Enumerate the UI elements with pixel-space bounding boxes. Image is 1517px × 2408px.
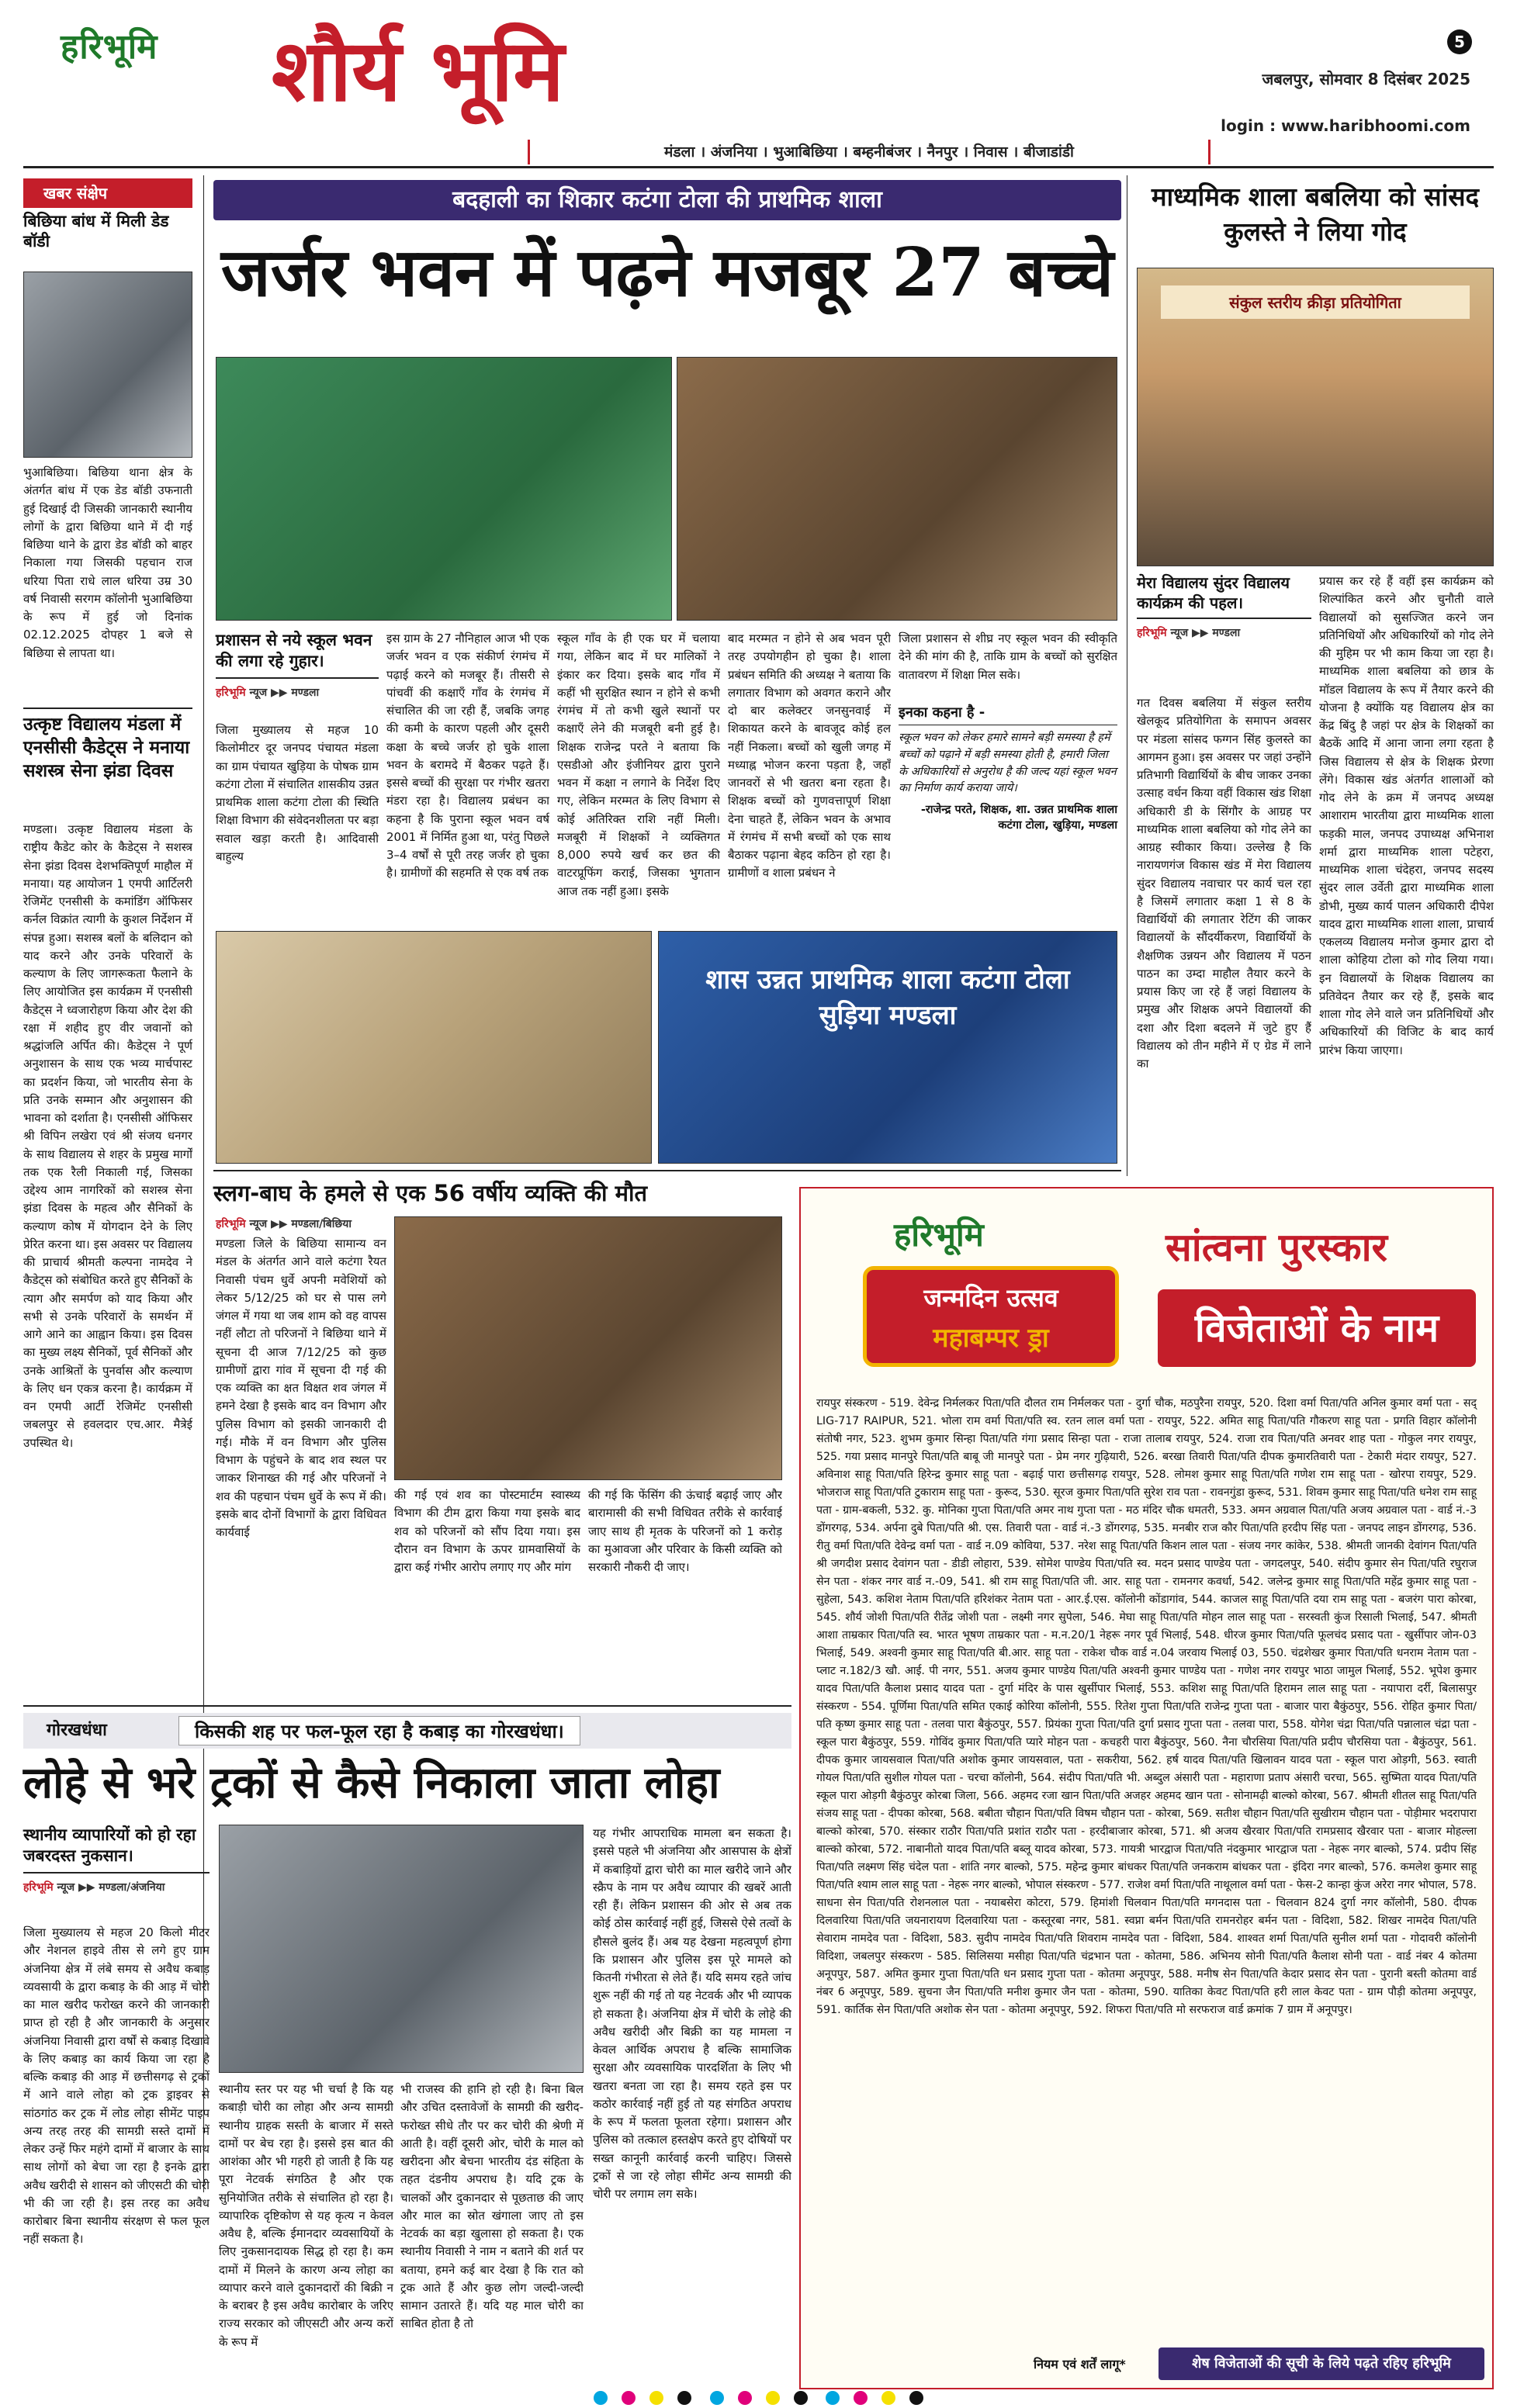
dead-body-photo xyxy=(23,272,192,458)
adopt-col-1: गत दिवस बबलिया में संकुल स्तरीय खेलकूद प्रतियोगिता के समापन अवसर पर मंडला सांसद फग्गन सिंह कुलस्ते का आगमन हुआ। इस अवसर पर जहां उन्होंने प्रतिभागी विद्यार्थियों के बीच जाकर उनका उत्साह वर्धन किया वहीं विकास खंड शिक्षा अधिकारी डी के सिंगौर के आग्रह पर माध्यमिक शाला बबलिया को गोद लेने का आग्रह स्वीकार किया। उल्लेख है कि नारायणगंज विकास खंड में मेरा विद्यालय सुंदर विद्यालय नवाचार पर कार्य चल रहा है जिसमें लगातार कक्षा 1 से 8 के विद्यार्थियों की लगातार रेटिंग की जाकर विद्यालयों के सौंदर्यीकरण, विद्यार्थियों के शैक्षणिक उन्नयन और विद्यालय में पठन पाठन का उम्दा माहौल तैयार करने के प्रयास किए जा रहे हैं जहां विद्यालय के प्रमुख और शिक्षक अपने विद्यालयों की दशा और दिशा बदलने में जुटे हुए हैं विद्यालय को तीन महीने में ए ग्रेड में लाने का xyxy=(1137,696,1311,1071)
adopt-byline-brand: हरिभूमि xyxy=(1137,627,1167,639)
brief-tag-label: खबर संक्षेप xyxy=(43,184,108,202)
ncc-headline: उत्कृष्ट विद्यालय मंडला में एनसीसी कैडेट्स ने मनाया सशस्त्र सेना झंडा दिवस xyxy=(23,714,190,781)
website-login[interactable]: login : www.haribhoomi.com xyxy=(1221,116,1470,135)
main-col-5 xyxy=(899,630,1117,923)
main-sub xyxy=(216,630,379,700)
quote-by: -राजेन्द्र परते, शिक्षक, शा. उन्नत प्राथमिक शाला कटंगा टोला, खुड़िया, मण्डला xyxy=(920,804,1117,832)
dot-black xyxy=(794,2391,808,2405)
brief-headline: बिछिया बांध में मिली डेड बॉडी xyxy=(23,212,169,251)
tiger-col-3: की गई कि फेंसिंग की ऊंचाई बढ़ाई जाए और बारामासी की सभी विधिवत तरीके से कार्रवाई जाए साथ ही मृतक के परिजनों को 1 करोड़ का मुआवजा और परिवार के किसी व्यक्ति को सरकारी नौकरी दी जाए। xyxy=(588,1488,782,1574)
adopt-sub xyxy=(1137,573,1311,640)
main-col-2: इस ग्राम के 27 नौनिहाल आज भी एक जर्जर भवन व एक संकीर्ण रंगमंच में पढ़ाई करने को मजबूर हैं। तीसरी से पांचवीं की कक्षाएँ गाँव के रंगमंच में संचालित की जा रही हैं, जबकि जगह की कमी के कारण पहली और दूसरी कक्षा के बच्चे जर्जर हो चुके शाला भवन के बरामदे में बैठकर पढ़ते हैं। इससे बच्चों की सुरक्षा पर गंभीर खतरा मंडरा रहा है। विद्यालय प्रबंधन का कहना है कि पुराना स्कूल भवन वर्ष 2001 में निर्मित हुआ था, परंतु पिछले 3–4 वर्षों से पूरी तरह जर्जर हो चुका है। ग्रामीणों की सहमति से एक वर्ष तक xyxy=(386,631,549,881)
page-number: 5 xyxy=(1447,29,1472,54)
main-col-3: स्कूल गाँव के ही एक घर में चलाया गया, लेकिन बाद में घर मालिकों ने इंकार कर दिया। इसके बाद गाँव में कहीं भी सुरक्षित स्थान न होने से कभी रंगमंच में तो कभी खुले स्थानों पर कक्षाएँ लेने की मजबूरी बनी हुई है। शिक्षक राजेन्द्र परते ने बताया कि एसडीओ और इंजीनियर द्वारा पुराने भवन में कक्षा न लगाने के निर्देश दिए गए, लेकिन मरम्मत के लिए विभाग से कोई अतिरिक्त राशि नहीं मिली। मजबूरी में शिक्षकों ने व्यक्तिगत 8,000 रुपये खर्च कर छत की वाटरप्रूफिंग कराई, जिसका भुगतान आज तक नहीं हुआ। इसके xyxy=(557,631,720,898)
scrap-section-tag: गोरखधंधा xyxy=(47,1721,107,1740)
dot-black xyxy=(677,2391,691,2405)
ncc-body: मण्डला। उत्कृष्ट विद्यालय मंडला के राष्ट्रीय कैडेट कोर के कैडेट्स ने सशस्त्र सेना झंडा दिवस देशभक्तिपूर्ण माहौल में मनाया। यह आयोजन 1 एमपी आर्टिलरी रेजिमेंट एनसीसी के कमांडिंग ऑफिसर कर्नल विक्रांत त्यागी के कुशल निर्देशन में संपन्न हुआ। सशस्त्र बलों के बलिदान को याद करने और उनके परिवारों के कल्याण के लिए जागरूकता फैलाने के लिए आयोजित इस कार्यक्रम में एनसीसी कैडेट्स ने ध्वजारोहण किया और देश की रक्षा में शहीद हुए वीर जवानों को श्रद्धांजलि अर्पित की। कैडेट्स ने पूर्ण अनुशासन के साथ एक भव्य मार्चपास्ट का प्रदर्शन किया, जो भारतीय सेना के प्रति उनके सम्मान और अनुशासन की भावना को दर्शाता है। एनसीसी ऑफिसर श्री विपिन लखेरा एवं श्री संजय धनगर के साथ विद्यालय से शहर के प्रमुख मार्गों तक एक रैली निकाली गई, जिसका उद्देश्य आम नागरिकों को सशस्त्र सेना झंडा दिवस के महत्व और सैनिकों के कल्याण कोष में योगदान देने के लिए प्रेरित करना था। इस अवसर पर विद्यालय की प्राचार्य श्रीमती कल्पना नामदेव ने कैडेट्स को संबोधित करते हुए सैनिकों के त्याग और समर्पण को याद किया और सभी से उनके परिवारों के समर्थन में आगे आने का आह्वान किया। इस दिवस का मुख्य लक्ष्य सैनिकों, पूर्व सैनिकों और उनके आश्रितों के पुनर्वास और कल्याण के लिए धन एकत्र करना है। कार्यक्रम में वन एमपी आर्टी रेजिमेंट एनसीसी जबलपुर से हवलदार एच.आर. मैत्रेई उपस्थित थे। xyxy=(23,822,192,1450)
dot-magenta xyxy=(622,2391,636,2405)
brief-rule xyxy=(23,708,192,709)
school-sign-photo xyxy=(658,931,1117,1164)
masthead-rule xyxy=(23,166,1494,168)
main-col-1: जिला मुख्यालय से महज 10 किलोमीटर दूर जनपद पंचायत मंडला का ग्राम पंचायत खुड़िया के पोषक ग्राम कटंगा टोला में संचालित शासकीय उन्नत प्राथमिक शाला कटंगा टोला की स्थिति शिक्षा विभाग की संवेदनशीलता पर बड़ा सवाल खड़ा करती है। आदिवासी बाहुल्य xyxy=(216,723,379,863)
scrap-byline-rest: न्यूज ▶▶ मण्डला/अंजनिया xyxy=(57,1880,165,1894)
main-kicker: बदहाली का शिकार कटंगा टोला की प्राथमिक शाला xyxy=(452,186,882,213)
main-rule xyxy=(213,1170,1121,1171)
quote-text: स्कूल भवन को लेकर हमारे सामने बड़ी समस्या है हमें बच्चों को पढ़ाने में बड़ी समस्या होती है, हमारी जिला के अधिकारियों से अनुरोध है की जल्द यहां स्कूल भवन का निर्माण कार्य कराया जाये। xyxy=(899,732,1117,795)
tiger-headline: स्लग-बाघ के हमले से एक 56 वर्षीय व्यक्ति की मौत xyxy=(213,1180,648,1206)
dot-cyan xyxy=(710,2391,724,2405)
tiger-col-2: की गई एवं शव का पोस्टमार्टम स्वास्थ्य विभाग की टीम द्वारा किया गया इसके बाद शव को परिजनों को सौंप दिया गया। इस दौरान वन विभाग के ऊपर ग्रामवासियों के द्वारा कई गंभीर आरोप लगाए गए और मांग xyxy=(394,1488,580,1574)
scrap-section-bar xyxy=(23,1713,791,1749)
contest-ad xyxy=(799,1187,1494,2389)
scrap-col-2: स्थानीय स्तर पर यह भी चर्चा है कि यह कबाड़ी चोरी का लोहा और अन्य सामग्री स्थानीय ग्राहक सस्ती के बाजार में सस्ते दामों पर बेच रहा है। इससे इस बात की आशंका और भी गहरी हो जाती है कि यह पूरा नेटवर्क संगठित है और एक सुनियोजित तरीके से संचालित हो रहा है। व्यापारिक दृष्टिकोण से यह कृत्य न केवल अवैध है, बल्कि ईमानदार व्यवसायियों के लिए नुकसानदायक सिद्ध हो रहा है। कम दामों में मिलने के कारण अन्य लोहा का व्यापार करने वाले दुकानदारों की बिक्री न के बराबर है इस अवैध कारोबार के जरिए राज्य सरकार को जीएसटी और अन्य करों के रूप में xyxy=(219,2082,393,2349)
dot-magenta xyxy=(854,2391,868,2405)
adopt-col-2: प्रयास कर रहे हैं वहीं इस कार्यक्रम को शिल्पांकित करने और चुनौती वाले विद्यालयों को सुसज्जित करने जन प्रतिनिधियों और अधिकारियों को गोद लेने की मुहिम पर भी काम किया जा रहा है। माध्यमिक शाला बबलिया को छात्र के मॉडल विद्यालय के रूप में तैयार करने की योजना है क्योंकि यह विद्यालय क्षेत्र का केंद्र बिंदु है जहां पर क्षेत्र के शिक्षकों का बैठकें आदि में आना जाना लगा रहता है जिस विद्यालय से क्षेत्र के शिक्षक प्रेरणा लेंगे। विकास खंड अंतर्गत शालाओं को गोद लेने के क्रम में जनपद अध्यक्ष आशाराम भारतीया द्वारा माध्यमिक शाला फड़की माल, जनपद उपाध्यक्ष अभिनाश शर्मा द्वारा माध्यमिक शाला पटेहरा, माध्यमिक शाला चंदेहरा, जनपद सदस्य सुंदर लाल उर्वेती द्वारा माध्यमिक शाला डोभी, मुख्य कार्य पालन अधिकारी दीपेश यादव द्वारा माध्यमिक शाला शाला, प्राचार्य एकलव्य विद्यालय मनोज कुमार द्वारा दो शाला कोहिया टोला को गोद लिया गया। इन विद्यालयों के शिक्षक विद्यालय का प्रतिवेदन तैयार कर रहे हैं, इसके बाद शाला गोद लेने वाले जन प्रतिनिधियों और अधिकारियों की विजिट के बाद कार्य प्रारंभ किया जाएगा। xyxy=(1319,574,1494,1057)
mp-event-photo xyxy=(1137,268,1494,566)
tiger-scene-photo xyxy=(394,1216,782,1480)
main-sub-text: प्रशासन से नये स्कूल भवन की लगा रहे गुहार। xyxy=(216,630,379,679)
scrap-section-title: किसकी शह पर फल-फूल रहा है कबाड़ का गोरखधंधा। xyxy=(178,1716,580,1745)
ad-winners-list: रायपुर संस्करण - 519. देवेन्द्र निर्मलकर पिता/पति दौलत राम निर्मलकर पता - दुर्गा चौक, मठपुरैना रायपुर, 520. दिशा वर्मा पिता/पति अनिल कुमार वर्मा पता - सद् LIG-717 RAIPUR, 521. भोला राम वर्मा पिता/पति स्व. रतन लाल वर्मा पता - रायपुर, 522. अमित साहू पिता/पति गौकरण साहू पता - प्रगति विहार कॉलोनी संतोषी नगर, 523. शुभम कुमार सिन्हा पिता/पति गंगा प्रसाद सिन्हा पता - राजा तालाब रायपुर, 524. राजा राव पिता/पति अनवर शाह पता - गोकुल नगर रायपुर, 525. गया प्रसाद मानपुरे पिता/पति बाबू जी मानपुरे पता - प्रेम नगर गुढ़ियारी, 526. बरखा तिवारी पिता/पति दीपक कुमारतिवारी पता - टेकारी मंदार रायपुर, 527. अविनाश साहू पिता/पति हिरेन्द्र कुमार साहू पता - बढ़ाई पारा छत्तीसगढ़ रायपुर, 528. लोमश कुमार साहू पिता/पति गणेश राम साहू पता - खोरपा रायपुर, 529. भोजराज साहू पिता/पति टुकाराम साहू पता - कुरूद, 530. सूरज कुमार पिता/पति सुरेश राव पता - रावनगुंडा कुरूद, 531. शिवम कुमार साहू पिता/पति धनेश राम साहू पता - ग्राम-बकली, 532. कु. मोनिका गुप्ता पिता/पति अमर नाथ गुप्ता पता - मठ मंदिर चौक धमतरी, 533. अमन अग्रवाल पिता/पति अजय अग्रवाल पता - वार्ड नं.-3 डोंगरगढ़, 534. अर्पना दुबे पिता/पति श्री. एस. तिवारी पता - वार्ड नं.-3 डोंगरगढ़, 535. मनबीर राज कौर पिता/पति हरदीप सिंह पता - जनपद लाइन डोंगरगढ़, 536. रीतु वर्मा पिता/पति देवेन्द्र वर्मा पता - वार्ड न.09 कोविया, 537. नरेश साहू पिता/पति किशन लाल पता - संजय नगर कांकेर, 538. श्रीमती जानकी देवांगन पिता/पति श्री जगदीश प्रसाद देवांगन पता - डीडी लोहारा, 539. सोमेश पाण्डेय पिता/पति स्व. मदन प्रसाद पाण्डेय पता - जगदलपुर, 540. संदीप कुमार सेन पिता/पति रघुराज सेन पता - शंकर नगर वार्ड न.-09, 541. श्री राम साहू पिता/पति जी. आर. साहू पता - रामनगर कवर्धा, 542. जलेन्द्र कुमार साहू पिता/पति महेंद्र कुमार साहू पता - सुहेला, 543. कशिश नेताम पिता/पति हरिशंकर नेताम पता - आर.ई.एस. कॉलोनी कोंडागांव, 544. काजल साहू पिता/पति दया राम साहू पता - बजरंग पारा कोरबा, 545. शौर्य जोशी पिता/पति रीतेंद्र जोशी पता - लक्ष्मी नगर सुपेला, 546. मेघा साहू पिता/पति मोहन लाल साहू पता - सरस्वती कुंज रिसाली भिलाई, 547. श्रीमती आशा ताम्रकार पिता/पति स्व. भारत भूषण ताम्रकार पता - म.न.20/1 नेहरू नगर पूर्व भिलाई, 548. धीरज कुमार पिता/पति फूलचंद प्रसाद पता - खुर्सीपार जोन-03 भिलाई, 549. अश्वनी कुमार साहू पिता/पति बी.आर. साहू पता - राकेश चौक वार्ड न.04 जरवाय भिलाई 03, 550. चंद्रशेखर कुमार पिता/पति धनराम नेताम पता - प्लाट न.182/3 खौ. आई. पी नगर, 551. अजय कुमार पाण्डेय पिता/पति अश्वनी कुमार पाण्डेय पता - गणेश नगर रायपुर भाठा जामुल भिलाई, 552. भूपेश कुमार यादव पिता/पति कैलाश प्रसाद यादव पता - दुर्गा मंदिर के पास खुर्सीपार भिलाई, 553. कशिश साहू पिता/पति हिरामन लाल साहू पता - नयापारा दर्री, बिलासपुर संस्करण - 554. पूर्णिमा पिता/पति समित एकाई कोरिया कॉलोनी, 555. रितेश गुप्ता पिता/पति राजेन्द्र गुप्ता पता - बाजार पारा बैकुंठपुर, 556. रोहित कुमार पिता/पति कृष्ण कुमार साहू पता - तलवा पारा बैकुंठपुर, 557. प्रियंका गुप्ता पिता/पति दुर्गा प्रसाद गुप्ता पता - तलवा पारा, 558. योगेश चंद्रा पिता/पति पन्नालाल चंद्रा पता - स्कूल पारा बैकुंठपुर, 559. गोविंद कुमार पिता/पति प्यारे मोहन पता - कचहरी पारा बैकुंठपुर, 560. नैना चौरसिया पिता/पति प्रदीप चौरसिया पता - बैकुंठपुर, 561. दीपक कुमार जायसवाल पिता/पति अशोक कुमार जायसवाल, पता - सकरीया, 562. हर्ष यादव पिता/पति खिलावन यादव पता - स्कूल पारा ओड़गी, 563. स्वाती गोयल पिता/पति सुशील गोयल पता - चरचा कॉलोनी, 564. संदीप पिता/पति भी. अब्दुल अंसारी पता - महाराणा प्रताप अंसारी चरचा, 565. सुष्मिता यादव पिता/पति स्कूल पारा ओड़गी बैकुंठपुर कोरबा जिला, 566. अहमद रजा खान पिता/पति अजहर अहमद खान पता - सोनामढ़ी बाल्को कोरबा, 567. श्रीमती शीतल साहू पिता/पति संजय साहू पता - दीपका कोरबा, 568. बबीता चौहान पिता/पति विषम चौहान पता - कोरबा, 569. सतीश चौहान पिता/पति सुखीराम चौहान पता - पोड़ीमार भदरापारा बाल्को कोरबा, 570. संस्कार राठौर पिता/पति प्रशांत राठौर पता - हरदीबाजार कोरबा, 571. श्री अजय खैरवार पिता/पति रामप्रसाद खैरवार पता - बाजार मोहल्ला बाल्को कोरबा, 572. नाबानीतो यादव पिता/पति बब्लू यादव कोरबा, 573. गायत्री भारद्वाज पिता/पति नंदकुमार भारद्वाज पता - नेहरू नगर बाल्को, 574. प्रदीप सिंह पिता/पति लक्ष्मण सिंह चंदेल पता - शांति नगर बाल्को, 575. महेन्द्र कुमार बांधकर पिता/पति जनकराम बांधकर पता - इंदिरा नगर बाल्को, 576. कमलेश कुमार साहू पिता/पति श्याम लाल साहू पता - नेहरू नगर बाल्को, भोपाल संस्करण - 577. राजेश वर्मा पिता/पति नाथूलाल वर्मा पता - फेस-2 कान्हा कुंज अरेरा नगर भोपाल, 578. साधना सेन पिता/पति रोशनलाल पता - नयाबसेरा कोटरा, 579. हिमांशी चिलवान पिता/पति मगनदास पता - चिलवान 824 दुर्गा नगर कॉलोनी, 580. दीपक दिलवारिया पिता/पति जयनारायण दिलवारिया पता - कस्तूरबा नगर, 581. स्वप्ना बर्मन पिता/पति रामनरोहर बर्मन पता - विदिशा, 582. शिखर नामदेव पिता/पति सेवाराम नामदेव पता - विदिशा, 583. सुदीप नामदेव पिता/पति शिवराम नामदेव पता - विदिशा, 584. शाश्वत शर्मा पिता/पति सुनील शर्मा पता - गोदावरी कॉलोनी विदिशा, जबलपुर संस्करण - 585. सिलिसया मसीहा पिता/पति चंद्रभान पता - कोतमा, 586. अभिनय सोनी पिता/पति कैलाश सोनी पता - वार्ड नंबर 4 कोतमा अनूपपुर, 587. अमित कुमार गुप्ता पिता/पति धन प्रसाद गुप्ता पता - कोतमा अनूपपुर, 588. मनीष सेन पिता/पति केदार प्रसाद सेन पता - पुरानी बस्ती कोतमा वार्ड नंबर 6 अनूपपुर, 589. सुचना जैन पिता/पति मनीश कुमार जैन पता - कोतमा, 590. यातिका केवट पिता/पति हरी लाल केवट पता - ग्राम पौड़ी कोतमा अनूपपुर, 591. कार्तिक सेन पिता/पति अशोक सेन पता - कोतमा अनूपपुर, 592. शिफरा पिता/पति मो सरफराज वार्ड क्रमांक 7 ग्राम में अनूपपुर। xyxy=(816,1397,1477,2016)
tiger-byline xyxy=(216,1216,352,1231)
main-headline: जर्जर भवन में पढ़ने मजबूर 27 बच्चे xyxy=(220,234,1114,312)
scrap-byline xyxy=(23,1880,210,1894)
brief-body: भुआबिछिया। बिछिया थाना क्षेत्र के अंतर्गत बांध में एक डेड बॉडी उफनाती हुई दिखाई दी जिसकी जानकारी स्थानीय लोगों के द्वारा बिछिया थाने में दी गई बिछिया थाने के द्वारा डेड बॉडी को बाहर निकाला गया जिसकी पहचान राज धरिया पिता राधे लाल धरिया उम्र 30 वर्ष निवासी सरगम कॉलोनी भुआबिछिया के रूप में हुई जो दिनांक 02.12.2025 दोपहर 1 बजे से बिछिया से लापता था। xyxy=(23,465,192,660)
school-sign-text: शास उन्नत प्राथमिक शाला कटंगा टोला सुड़िया मण्डला xyxy=(705,964,1070,1031)
scrap-col-3: भी राजस्व की हानि हो रही है। बिना बिल और उचित दस्तावेजों के सामग्री की खरीद-फरोख्त सीधे तौर पर कर चोरी की श्रेणी में आती है। वहीं दूसरी ओर, चोरी के माल को खरीदना और बेचना भारतीय दंड संहिता के तहत दंडनीय अपराध है। यदि ट्रक के चालकों और दुकानदार से पूछताछ की जाए और माल का स्रोत खंगाला जाए तो इस नेटवर्क का बड़ा खुलासा हो सकता है। एक स्थानीय निवासी ने नाम न बताने की शर्त पर बताया, हमने कई बार देखा है कि रात को ट्रक आते हैं और कुछ लोग जल्दी-जल्दी सामान उतारते हैं। यदि यह माल चोरी का साबित होता है तो xyxy=(400,2082,584,2331)
adopt-sub-text: मेरा विद्यालय सुंदर विद्यालय कार्यक्रम की पहल। xyxy=(1137,573,1311,619)
dot-black xyxy=(909,2391,923,2405)
ad-footer-note: शेष विजेताओं की सूची के लिये पढ़ते रहिए हरिभूमि xyxy=(1159,2347,1484,2380)
dot-yellow xyxy=(766,2391,780,2405)
scrap-byline-brand: हरिभूमि xyxy=(23,1880,54,1894)
ad-terms: नियम एवं शर्तें लागू* xyxy=(1034,2357,1126,2372)
ad-title-1: सांत्वना पुरस्कार xyxy=(1165,1225,1388,1270)
main-kicker-bar xyxy=(213,180,1121,220)
ad-badge-bottom: महाबम्पर ड्रा xyxy=(933,1323,1049,1354)
masthead xyxy=(0,0,1517,159)
page-title: शौर्य भूमि xyxy=(272,20,564,120)
scrap-top-rule xyxy=(23,1705,791,1707)
edition-date: जबलपुर, सोमवार 8 दिसंबर 2025 xyxy=(1262,70,1470,88)
scrap-col-1: जिला मुख्यालय से महज 20 किलो मीटर और नेशनल हाइवे तीस से लगे हुए ग्राम अंजनिया क्षेत्र में लंबे समय से अवैध कबाड़ व्यवसायी के द्वारा कबाड़ के की आड़ में चोरी का माल खरीद फरोख्त करने की जानकारी प्राप्त हो रही है और जानकारी के अनुसार अंजनिया निवासी द्वारा वर्षों से कबाड़ दिखावे के लिए कबाड़ का कार्य किया जा रहा है बल्कि कबाड़ की आड़ में छत्तीसगढ़ से ट्रकों में आने वाले लोहा को ट्रक ड्राइवर से सांठगांठ कर ट्रक में लोड लोहा सीमेंट पाइप अन्य तरह तरह की सामग्री सस्ते दामों में लेकर उन्हें फिर महंगे दामों में बाजार के साथ साथ लोगों को बेचा जा रहा है इनके द्वारा अवैध खरीदी से शासन को जीएसटी की चोरी भी की जा रही है। इस तरह का अवैध कारोबार बिना स्थानीय संरक्षण से फल फूल नहीं सकता है। xyxy=(23,1925,210,2247)
dot-yellow xyxy=(649,2391,663,2405)
tiger-byline-rest: न्यूज ▶▶ मण्डला/बिछिया xyxy=(249,1218,352,1230)
dot-cyan xyxy=(826,2391,840,2405)
main-col-5-text: जिला प्रशासन से शीघ्र नए स्कूल भवन की स्वीकृति देने की मांग की है, ताकि ग्राम के बच्चों को सुरक्षित वातावरण में शिक्षा मिल सके। xyxy=(899,631,1117,682)
scrap-col-4: यह गंभीर आपराधिक मामला बन सकता है। इससे पहले भी अंजनिया और आसपास के क्षेत्रों में कबाड़ियों द्वारा चोरी का माल खरीदे जाने और स्क्रैप के नाम पर अवैध व्यापार की खबरें आती रही हैं। लेकिन प्रशासन की ओर से अब तक कोई ठोस कार्रवाई नहीं हुई, जिससे ऐसे तत्वों के हौसले बुलंद हैं। अब यह देखना महत्वपूर्ण होगा कि प्रशासन और पुलिस इस पूरे मामले को कितनी गंभीरता से लेते हैं। यदि समय रहते जांच शुरू नहीं की गई तो यह नेटवर्क और भी व्यापक हो सकता है। अंजनिया क्षेत्र में चोरी के लोहे की अवैध खरीदी और बिक्री का यह मामला न केवल आर्थिक अपराध है बल्कि सामाजिक सुरक्षा और व्यवसायिक पारदर्शिता के लिए भी खतरा बनता जा रहा है। समय रहते इस पर कठोर कार्रवाई नहीं हुई तो यह संगठित अपराध के रूप में फलता फूलता रहेगा। प्रशासन और पुलिस को तत्काल हस्तक्षेप करते हुए दोषियों पर सख्त कानूनी कार्रवाई करनी चाहिए। जिससे ट्रकों से जा रहे लोहा सीमेंट अन्य सामग्री की चोरी पर लगाम लग सके। xyxy=(593,1826,791,2201)
district-list: मंडला । अंजनिया । भुआबिछिया । बम्हनीबंजर । नैनपुर । निवास । बीजाडांडी xyxy=(664,144,1074,161)
brand-logo: हरिभूमि xyxy=(61,27,158,67)
tiger-byline-brand: हरिभूमि xyxy=(216,1218,246,1230)
district-strip xyxy=(528,140,1210,164)
ad-badge-top: जन्मदिन उत्सव xyxy=(923,1283,1058,1313)
adopt-byline-rest: न्यूज ▶▶ मण्डला xyxy=(1170,627,1241,639)
school-building-photo xyxy=(216,357,672,621)
dot-cyan xyxy=(594,2391,608,2405)
ad-header xyxy=(801,1188,1492,1390)
main-byline-brand: हरिभूमि xyxy=(216,686,246,699)
adopt-byline xyxy=(1137,625,1311,640)
broken-building-photo xyxy=(677,357,1117,621)
ad-title-2: विजेताओं के नाम xyxy=(1158,1289,1476,1367)
brief-tag xyxy=(23,178,192,208)
scrap-sub xyxy=(23,1825,210,1894)
main-col-4: बाद मरम्मत न होने से अब भवन पूरी तरह उपयोगहीन हो चुका है। शाला प्रबंधन समिति की अध्यक्ष ने बताया कि लगातार विभाग को अवगत कराने और दो बार कलेक्टर जनसुनवाई में शिकायत करने के बावजूद कोई हल नहीं निकला। बच्चों को खुली जगह में मध्याह्न भोजन करना पड़ता है, जहाँ जानवरों से भी खतरा बना रहता है। शिक्षक बच्चों को गुणवत्तापूर्ण शिक्षा देना चाहते हैं, लेकिन भवन के अभाव में रंगमंच में सभी बच्चों को एक साथ बैठाकर पढ़ाना बेहद कठिन हो रहा है। ग्रामीणों व शाला प्रबंधन ने xyxy=(728,631,891,881)
truck-photo xyxy=(219,1825,584,2073)
classroom-photo xyxy=(216,931,652,1164)
ad-badge xyxy=(863,1266,1119,1367)
adopt-headline: माध्यमिक शाला बबलिया को सांसद कुलस्ते ने लिया गोद xyxy=(1151,182,1480,247)
dot-yellow xyxy=(881,2391,895,2405)
ad-brand: हरिभूमि xyxy=(894,1216,984,1254)
tiger-col-1: मण्डला जिले के बिछिया सामान्य वन मंडल के अंतर्गत आने वाले कटंगा रैयत निवासी पंचम धुर्वे अपनी मवेशियों को लेकर 5/12/25 को घर से पास लगे जंगल में गया था जब शाम को वह वापस नहीं लौटा तो परिजनों ने बिछिया थाने में सूचना दी आज 7/12/25 को कुछ ग्रामीणों द्वारा गांव में सूचना दी गई की एक व्यक्ति का क्षत विक्षत शव जंगल में हमने देखा है इसके बाद वन विभाग और पुलिस विभाग को इसकी जानकारी दी गई। मौके में वन विभाग और पुलिस विभाग के पहुंचने के बाद शव स्थल पर जाकर शिनाख्त की गई और परिजनों ने शव की पहचान पंचम धुर्वे के रूप में की। इसके बाद दोनों विभागों के द्वारा विधिवत कार्यवाई xyxy=(216,1237,386,1539)
scrap-headline: लोहे से भरे ट्रकों से कैसे निकाला जाता लोहा xyxy=(23,1757,720,1808)
ad-footer xyxy=(801,2341,1492,2388)
quote-head: इनका कहना है - xyxy=(899,703,1117,725)
scrap-sub-text: स्थानीय व्यापारियों को हो रहा जबरदस्त नुकसान। xyxy=(23,1825,210,1873)
main-byline xyxy=(216,685,379,700)
main-byline-rest: न्यूज ▶▶ मण्डला xyxy=(249,686,320,699)
event-banner: संकुल स्तरीय क्रीड़ा प्रतियोगिता xyxy=(1161,285,1470,319)
dot-magenta xyxy=(738,2391,752,2405)
